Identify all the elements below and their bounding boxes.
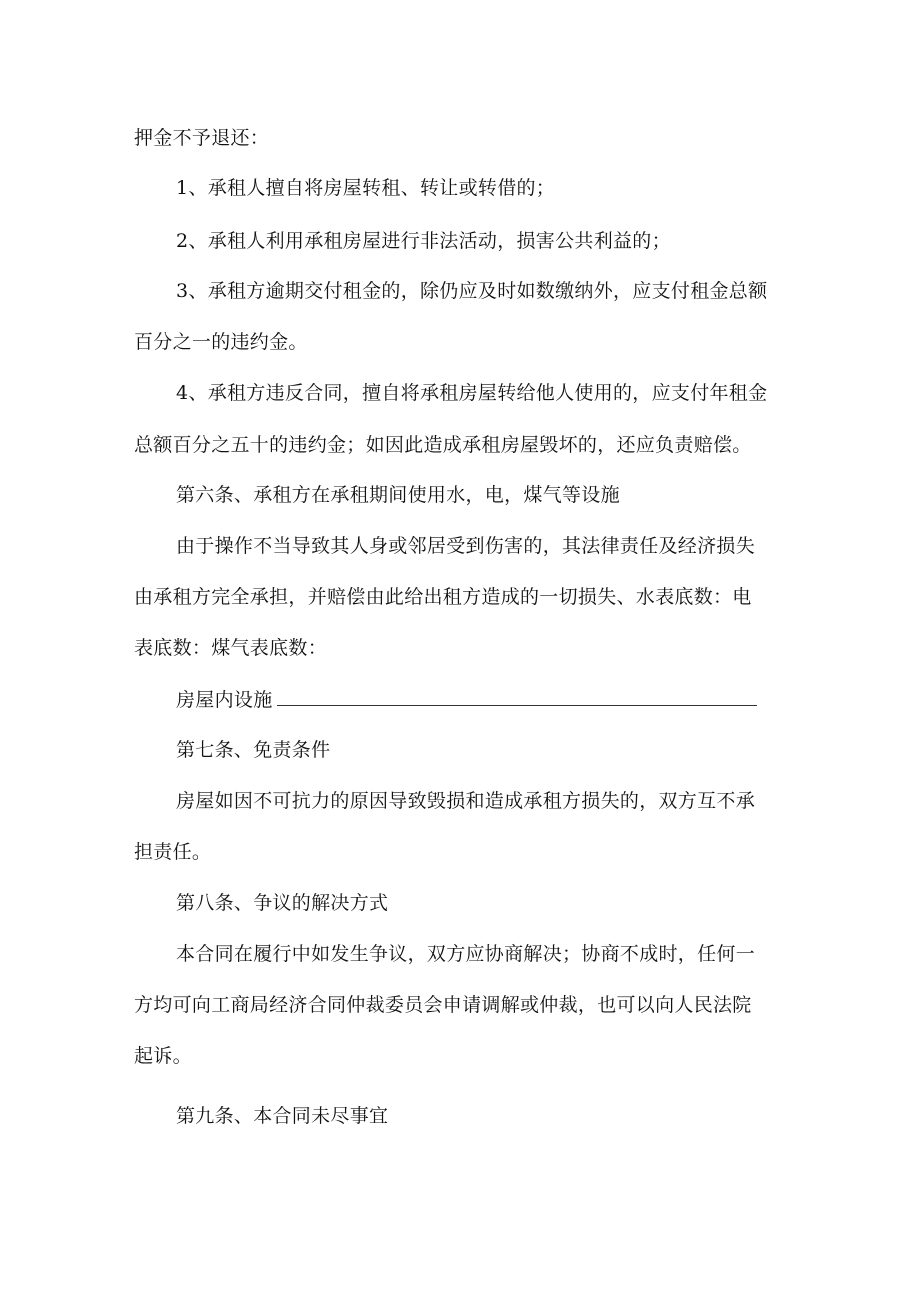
text-line: 由承租方完全承担，并赔偿由此给出租方造成的一切损失、水表底数：电 [134,586,752,608]
text-line: 本合同在履行中如发生争议，双方应协商解决；协商不成时，任何一 [176,943,756,965]
clause-item-4: 4、承租方违反合同，擅自将承租房屋转给他人使用的，应支付年租金 [176,382,768,404]
text-line: 房屋如因不可抗力的原因导致毁损和造成承租方损失的，双方互不承 [176,790,756,812]
facilities-line [176,687,757,713]
text-line: 总额百分之五十的违约金；如因此造成承租房屋毁坏的，还应负责赔偿。 [134,434,752,456]
article-heading-7: 第七条、免责条件 [176,739,331,761]
text-line: 担责任。 [134,841,212,863]
text-line: 起诉。 [134,1045,192,1067]
text-line: 百分之一的违约金。 [134,331,308,353]
article-heading-9: 第九条、本合同未尽事宜 [176,1105,389,1127]
clause-item-1: 1、承租人擅自将房屋转租、转让或转借的； [176,177,556,199]
clause-item-3: 3、承租方逾期交付租金的，除仍应及时如数缴纳外，应支付租金总额 [176,280,768,302]
article-heading-8: 第八条、争议的解决方式 [176,892,389,914]
article-heading-6: 第六条、承租方在承租期间使用水，电，煤气等设施 [176,484,620,506]
clause-item-2: 2、承租人利用承租房屋进行非法活动，损害公共利益的； [176,230,671,252]
text-line: 押金不予退还： [134,127,270,149]
text-line: 由于操作不当导致其人身或邻居受到伤害的，其法律责任及经济损失 [176,535,756,557]
text-line: 表底数：煤气表底数： [134,637,328,659]
facilities-label: 房屋内设施 [176,689,273,711]
fill-in-blank-line [277,687,757,706]
text-line: 方均可向工商局经济合同仲裁委员会申请调解或仲裁，也可以向人民法院 [134,994,752,1016]
